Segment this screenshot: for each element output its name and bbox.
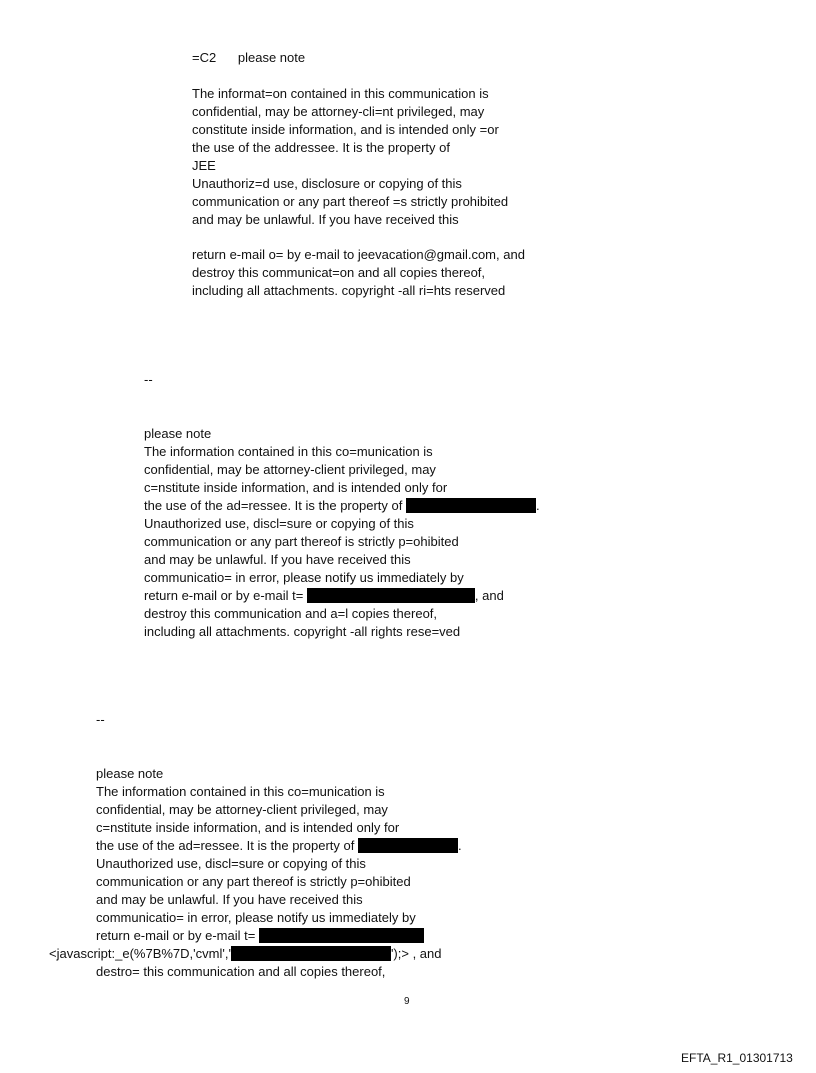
block2-line-8: and may be unlawful. If you have received this (144, 552, 411, 567)
block2-line-4: c=nstitute inside information, and is intended only for (144, 480, 448, 495)
block3-line-6: Unauthorized use, discl=sure or copying of this (96, 856, 366, 871)
block2-line-5-end: . (535, 498, 540, 513)
block3-line-3: confidential, may be attorney-client privileged, may (96, 802, 388, 817)
redaction-box (307, 588, 475, 603)
block3-line-9: communicatio= in error, please notify us immediately by (96, 910, 416, 925)
page-number: 9 (404, 996, 410, 1007)
block2-line-10 (144, 587, 504, 605)
block2-line-1: please note (144, 426, 212, 441)
block2-line-10-text: return e-mail or by e-mail t= (144, 588, 307, 603)
redaction-box (358, 838, 458, 853)
block3-line-2: The information contained in this co=munication is (96, 784, 385, 799)
block1-line-1: The informat=on contained in this communication is (192, 86, 489, 101)
block1-line-5: JEE (192, 158, 216, 173)
block2-line-5 (144, 497, 540, 515)
block2-line-12: including all attachments. copyright -all rights rese=ved (144, 624, 461, 639)
block2-line-6: Unauthorized use, discl=sure or copying of this (144, 516, 414, 531)
block1-line-7: communication or any part thereof =s strictly prohibited (192, 194, 509, 209)
document-id: EFTA_R1_01301713 (681, 1051, 793, 1065)
block3-line-4: c=nstitute inside information, and is intended only for (96, 820, 400, 835)
block3-line-10-text: return e-mail or by e-mail t= (96, 928, 259, 943)
block2-line-7: communication or any part thereof is strictly p=ohibited (144, 534, 459, 549)
block1-line-6: Unauthoriz=d use, disclosure or copying of this (192, 176, 462, 191)
block1-header: =C2 please note (192, 50, 306, 65)
block3-line-11 (49, 945, 441, 963)
block2-line-9: communicatio= in error, please notify us immediately by (144, 570, 464, 585)
redaction-box (231, 946, 391, 961)
block3-line-11-end: ');> , and (390, 946, 442, 961)
block2-line-3: confidential, may be attorney-client privileged, may (144, 462, 436, 477)
block3-line-1: please note (96, 766, 164, 781)
block1-line-4: the use of the addressee. It is the property of (192, 140, 450, 155)
block3-line-8: and may be unlawful. If you have received this (96, 892, 363, 907)
block1-line-8: and may be unlawful. If you have received this (192, 212, 459, 227)
block3-line-5 (96, 837, 462, 855)
block2-line-2: The information contained in this co=munication is (144, 444, 433, 459)
block3-line-7: communication or any part thereof is strictly p=ohibited (96, 874, 411, 889)
redaction-box (406, 498, 536, 513)
block3-line-11-text: <javascript:_e(%7B%7D,'cvml',' (49, 946, 231, 961)
block1-line-2: confidential, may be attorney-cli=nt privileged, may (192, 104, 485, 119)
block3-line-5-end: . (457, 838, 462, 853)
block3-line-12: destro= this communication and all copies thereof, (96, 964, 386, 979)
block3-line-10 (96, 927, 424, 945)
block1-line-3: constitute inside information, and is intended only =or (192, 122, 499, 137)
block2-line-11: destroy this communication and a=l copies thereof, (144, 606, 438, 621)
block3-line-5-text: the use of the ad=ressee. It is the property of (96, 838, 358, 853)
block2-line-10-end: , and (474, 588, 504, 603)
separator-1: -- (144, 372, 153, 387)
separator-2: -- (96, 712, 105, 727)
block1-line-11: including all attachments. copyright -all ri=hts reserved (192, 283, 506, 298)
block2-line-5-text: the use of the ad=ressee. It is the property of (144, 498, 406, 513)
block1-line-9: return e-mail o= by e-mail to jeevacation@gmail.com, and (192, 247, 525, 262)
block1-line-10: destroy this communicat=on and all copies thereof, (192, 265, 486, 280)
redaction-box (259, 928, 424, 943)
